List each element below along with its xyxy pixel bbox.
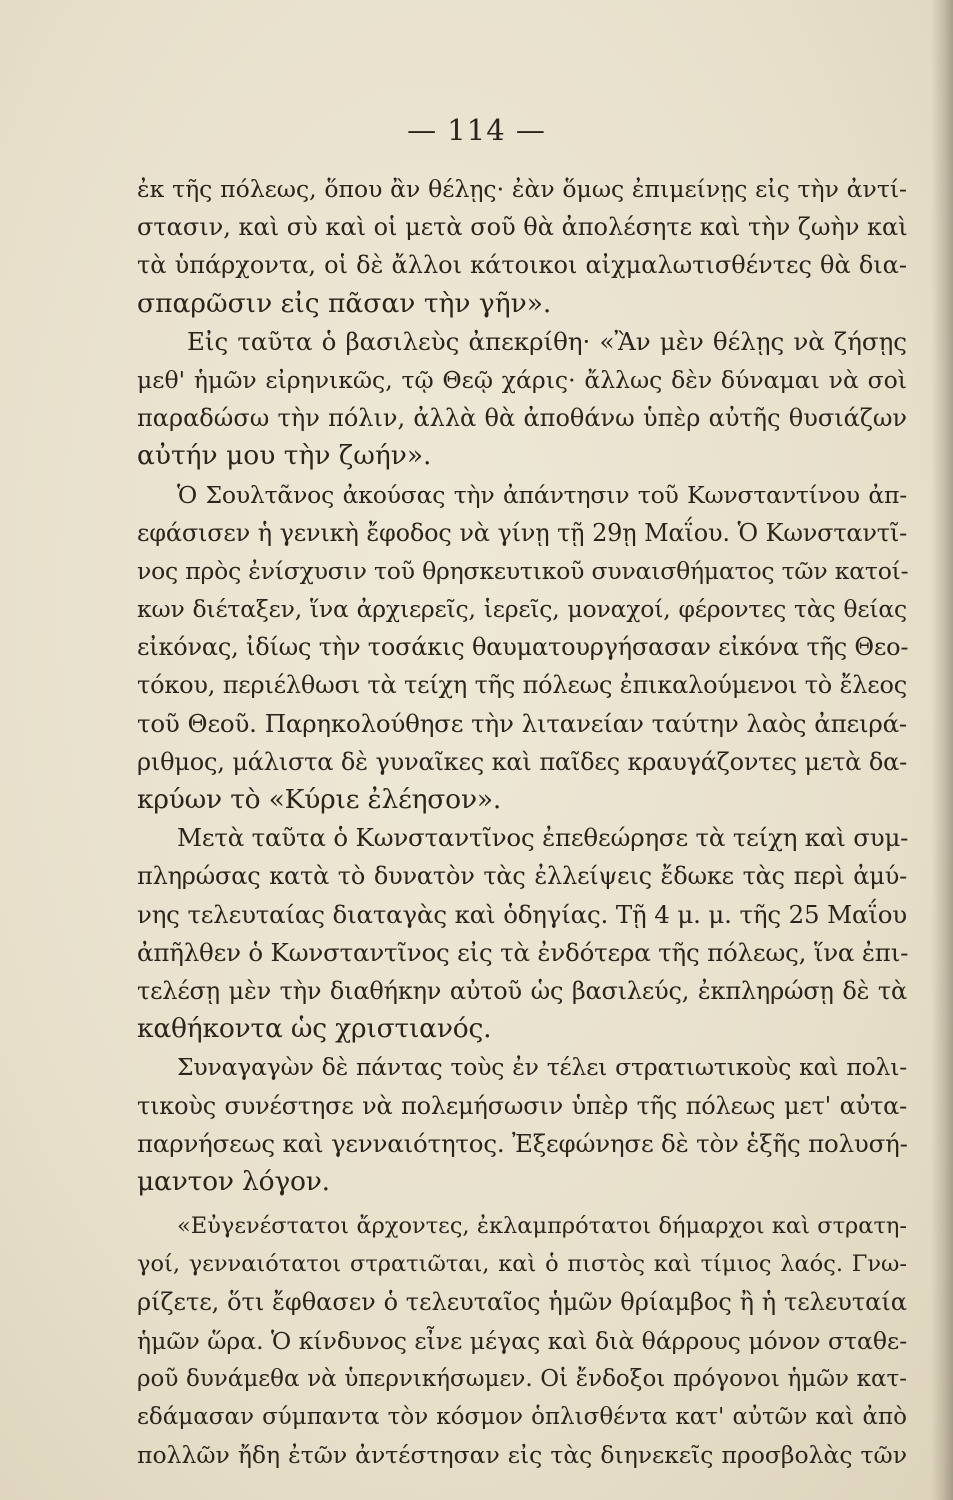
text-line: τελέσῃ μὲν τὴν διαθήκην αὐτοῦ ὡς βασιλεύς, ἐκπληρώσῃ δὲ τὰ [137, 976, 907, 1005]
text-line: «Εὐγενέστατοι ἄρχοντες, ἐκλαμπρότατοι δήμαρχοι καὶ στρατη- [177, 1213, 907, 1240]
text-line: πολλῶν ἤδη ἐτῶν ἀντέστησαν εἰς τὰς διηνεκεῖς προσβολὰς τῶν [137, 1441, 907, 1470]
text-line: κων διέταξεν, ἵνα ἀρχιερεῖς, ἱερεῖς, μοναχοί, φέροντες τὰς θείας [137, 595, 907, 624]
text-line: στασιν, καὶ σὺ καὶ οἱ μετὰ σοῦ θὰ ἀπολέσητε καὶ τὴν ζωὴν καὶ [137, 213, 908, 242]
text-line: ἐκ τῆς πόλεως, ὅπου ἂν θέλῃς· ἐὰν ὅμως ἐπιμείνῃς εἰς τὴν ἀντί- [137, 175, 907, 203]
text-line: παραδώσω τὴν πόλιν, ἀλλὰ θὰ ἀποθάνω ὑπὲρ αὐτῆς θυσιάζων [137, 404, 907, 433]
text-line: μεθ' ἡμῶν εἰρηνικῶς, τῷ Θεῷ χάρις· ἄλλως δὲν δύναμαι νὰ σοὶ [137, 365, 907, 394]
text-line: πληρώσας κατὰ τὸ δυνατὸν τὰς ἐλλείψεις ἔδωκε τὰς περὶ ἀμύ- [137, 862, 907, 891]
paragraph-1 [137, 170, 907, 323]
text-line: τοῦ Θεοῦ. Παρηκολούθησε τὴν λιτανείαν ταύτην λαὸς ἀπειρά- [137, 708, 907, 738]
text-line: νης τελευταίας διαταγὰς καὶ ὁδηγίας. Τῇ 4 μ. μ. τῆς 25 Μαΐου [137, 899, 907, 929]
text-line: Εἰς ταῦτα ὁ βασιλεὺς ἀπεκρίθη· «Ἂν μὲν θέλῃς νὰ ζήσῃς [187, 326, 907, 356]
body-text [137, 170, 907, 1474]
text-line: τὰ ὑπάρχοντα, οἱ δὲ ἄλλοι κάτοικοι αἰχμαλωτισθέντες θὰ δια- [137, 251, 907, 280]
text-line: καθήκοντα ὡς χριστιανός. [137, 1013, 492, 1045]
text-line: ρίζετε, ὅτι ἔφθασεν ὁ τελευταῖος ἡμῶν θρίαμβος ἢ ἡ τελευταία [137, 1288, 907, 1317]
text-line: Ὁ Σουλτᾶνος ἀκούσας τὴν ἀπάντησιν τοῦ Κωνσταντίνου ἀπ- [177, 480, 907, 509]
text-line: εφάσισεν ἡ γενικὴ ἔφοδος νὰ γίνῃ τῇ 29ῃ Μαΐου. Ὁ Κωνσταντῖ- [137, 518, 907, 547]
text-line: γοί, γενναιότατοι στρατιῶται, καὶ ὁ πιστὸς καὶ τίμιος λαός. Γνω- [137, 1251, 907, 1278]
text-line: εδάμασαν σύμπαντα τὸν κόσμον ὁπλισθέντα κατ' αὐτῶν καὶ ἀπὸ [137, 1404, 907, 1430]
text-line: τικοὺς συνέστησε νὰ πολεμήσωσιν ὑπὲρ τῆς πόλεως μετ' αὐτα- [137, 1091, 907, 1120]
page-edge-shadow [931, 0, 953, 1500]
text-line: ροῦ δυνάμεθα νὰ ὑπερνικήσωμεν. Οἱ ἔνδοξοι πρόγονοι ἡμῶν κατ- [137, 1365, 907, 1392]
text-line: ἡμῶν ὥρα. Ὁ κίνδυνος εἶνε μέγας καὶ διὰ θάρρους μόνον σταθε- [137, 1326, 908, 1355]
paragraph-4 [137, 819, 907, 1048]
paragraph-3 [137, 476, 907, 820]
text-line: Μετὰ ταῦτα ὁ Κωνσταντῖνος ἐπεθεώρησε τὰ τείχη καὶ συμ- [177, 823, 909, 853]
text-line: νος πρὸς ἐνίσχυσιν τοῦ θρησκευτικοῦ συναισθήματος τῶν κατοί- [137, 556, 909, 585]
page-number: — 114 — [407, 113, 546, 147]
text-line: σπαρῶσιν εἰς πᾶσαν τὴν γῆν». [137, 287, 552, 319]
text-line: ἀπῆλθεν ὁ Κωνσταντῖνος εἰς τὰ ἐνδότερα τῆς πόλεως, ἵνα ἐπι- [137, 937, 909, 967]
paragraph-6 [137, 1207, 907, 1474]
text-line: Συναγαγὼν δὲ πάντας τοὺς ἐν τέλει στρατιωτικοὺς καὶ πολι- [177, 1053, 907, 1082]
text-line: παρνήσεως καὶ γενναιότητος. Ἐξεφώνησε δὲ τὸν ἑξῆς πολυσή- [137, 1128, 908, 1158]
text-line: κρύων τὸ «Κύριε ἐλέησον». [137, 784, 502, 815]
paragraph-2 [137, 323, 907, 476]
text-line: ριθμος, μάλιστα δὲ γυναῖκες καὶ παῖδες κραυγάζοντες μετὰ δα- [137, 747, 907, 776]
text-line: μαντον λόγον. [137, 1165, 330, 1197]
paragraph-5 [137, 1048, 907, 1201]
text-line: τόκου, περιέλθωσι τὰ τείχη τῆς πόλεως ἐπικαλούμενοι τὸ ἔλεος [137, 671, 907, 700]
text-line: εἰκόνας, ἰδίως τὴν τοσάκις θαυματουργήσασαν εἰκόνα τῆς Θεο- [137, 633, 909, 662]
text-line: αὐτήν μου τὴν ζωήν». [137, 440, 432, 472]
